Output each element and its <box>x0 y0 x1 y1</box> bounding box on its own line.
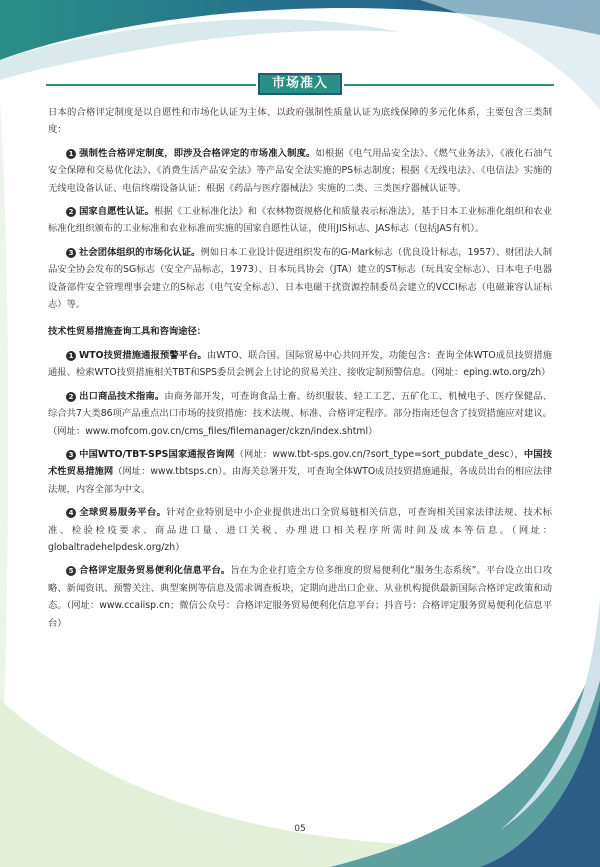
title-rule-left <box>46 84 256 86</box>
tool-item <box>48 562 552 632</box>
tool-title: 中国WTO/TBT-SPS国家通报咨询网 <box>79 448 235 460</box>
section-title-bar <box>0 73 600 97</box>
tool-body: （网址：www.tbtsps.cn）。由海关总署开发，可查询全体WTO成员技贸措施通报，各成员出台的相应法律法规，内容全部为中文。 <box>48 466 552 495</box>
system-title: 国家自愿性认证。 <box>79 206 154 218</box>
intro-paragraph: 日本的合格评定制度是以自愿性和市场化认证为主体、以政府强制性质量认证为底线保障的多元化体系，主要包含三类制度： <box>48 107 552 136</box>
tool-item <box>48 446 552 498</box>
section-title: 市场准入 <box>258 73 342 95</box>
tool-item <box>48 347 552 382</box>
number-badge: 3 <box>66 450 76 460</box>
number-badge: 1 <box>66 351 76 361</box>
system-item <box>48 203 552 238</box>
tool-body: 由WTO、联合国、国际贸易中心共同开发，功能包含：查询全体WTO成员技贸措施通报、检索WTO技贸措施相关TBT和SPS委员会例会上讨论的贸易关注、接收定制预警信息。（网址：eping.wto.org/zh） <box>48 349 553 379</box>
tool-body: 旨在为企业打造全方位多维度的贸易便利化“服务生态系统”。平台设立出口攻略、新闻资讯、预警关注、典型案例等信息及需求调查板块，定期向进出口企业、从业机构提供最新国际合格评定政策和动态。（网址：www.ccaiisp.cn；微信公众号：合格评定服务贸易便利化信息平台；抖音号：合格评定服务贸易便利化信息平台） <box>48 565 552 629</box>
number-badge: 4 <box>66 508 76 518</box>
title-rule-right <box>344 84 554 86</box>
system-item <box>48 145 552 197</box>
system-body: 如根据《电气用品安全法》、《燃气业务法》、《液化石油气安全保障和交易优化法》、《消费生活产品安全法》等产品安全法实施的PS标志制度；根据《无线电法》、《电信法》实施的无线电设备认证、电信终端设备认证；根据《药品与医疗器械法》实施的二类、三类医疗器械认证等。 <box>48 147 552 194</box>
number-badge: 5 <box>66 566 76 576</box>
system-title: 社会团体组织的市场化认证。 <box>79 246 201 258</box>
body-text <box>48 104 552 638</box>
tool-title: 出口商品技术指南。 <box>79 390 165 402</box>
tool-body: 由商务部开发，可查询食品土畜、纺织服装、轻工工艺、五矿化工、机械电子、医疗保健品、综合共7大类86项产品重点出口市场的技贸措施：技术法规、标准、合格评定程序。部分指南还包含了技贸措施应对建议。（网址：www.mofcom.gov.cn/cms_files/filemanager/ckzn/index.shtml） <box>48 390 552 437</box>
tool-title: 全球贸易服务平台。 <box>79 507 167 519</box>
tool-item <box>48 504 552 556</box>
number-badge: 1 <box>66 149 76 159</box>
number-badge: 3 <box>66 248 76 258</box>
system-item <box>48 244 552 314</box>
system-body: 例如日本工业设计促进组织发布的G-Mark标志（优良设计标志，1957）、财团法人制品安全协会发布的SG标志（安全产品标志，1973）、日本玩具协会（JTA）建立的ST标志（玩具安全标志）、日本电子电器设备部件安全管理理事会建立的S标志（电气安全标志）、日本电磁干扰资源控制委员会建立的VCCI标志（电磁兼容认证标志）等。 <box>48 246 552 311</box>
tools-heading: 技术性贸易措施查询工具和咨询途径： <box>48 326 207 338</box>
tool-body: 针对企业特别是中小企业提供进出口全贸易链相关信息，可查询相关国家法律法规、技术标准、检验检疫要求、商品进口量、进口关税、办理进口相关程序所需时间及成本等信息。（网址：globaltradehelpdesk.org/zh） <box>48 507 552 553</box>
number-badge: 2 <box>66 392 76 402</box>
tool-item <box>48 388 552 440</box>
tool-title: 合格评定服务贸易便利化信息平台。 <box>79 565 231 577</box>
number-badge: 2 <box>66 207 76 217</box>
system-body: 根据《工业标准化法》和《农林物资规格化和质量表示标准法》，基于日本工业标准化组织和农业标准化组织颁布的工业标准和农业标准而实施的国家自愿性认证，使用JIS标志、JAS标志（包括JAS有机）。 <box>48 206 552 235</box>
tool-url: （网址：www.tbt-sps.gov.cn/?sort_type=sort_pubdate_desc）， <box>234 448 524 460</box>
tool-title-secondary: 中国技术性贸易措施网 <box>48 448 552 478</box>
page-number: 05 <box>294 824 306 834</box>
tool-title: WTO技贸措施通报预警平台。 <box>79 349 207 361</box>
system-title: 强制性合格评定制度，即涉及合格评定的市场准入制度。 <box>79 147 316 159</box>
